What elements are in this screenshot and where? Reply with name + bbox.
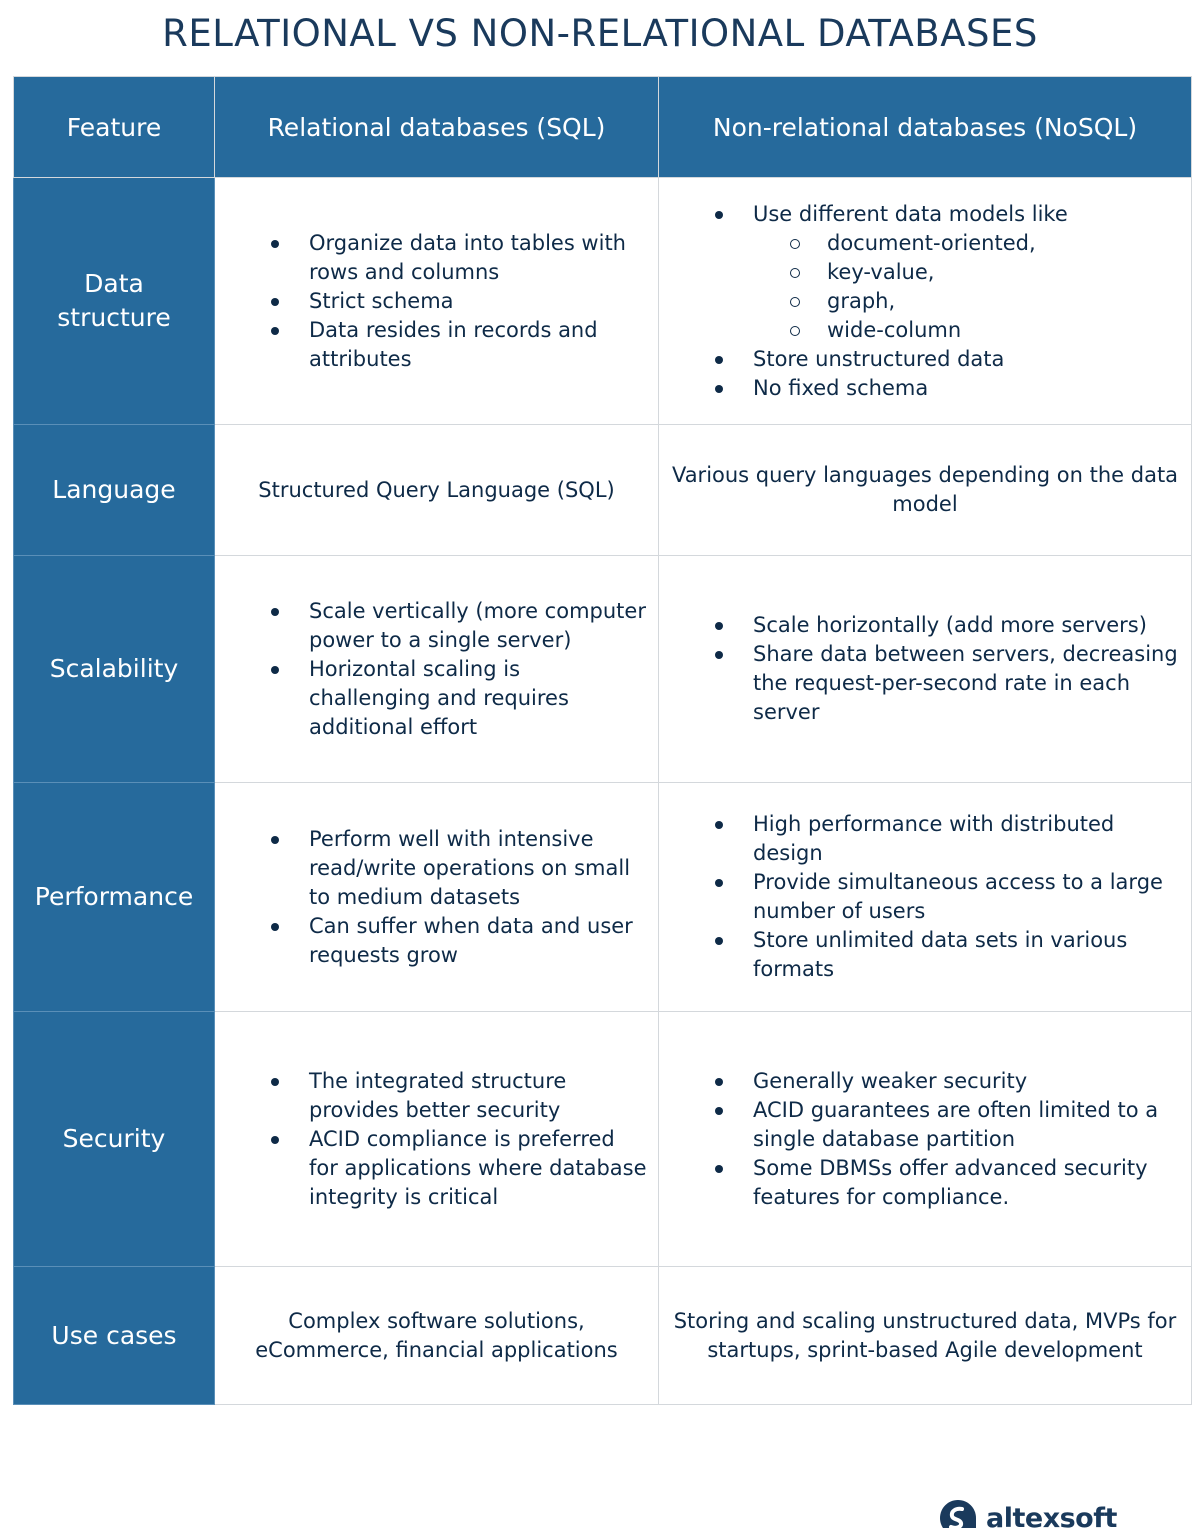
sub-bullet-list xyxy=(753,229,1181,345)
cell-sql-security xyxy=(215,1012,659,1267)
list-item: Some DBMSs offer advanced security features for compliance. xyxy=(709,1154,1181,1212)
logo-text: altexsoft xyxy=(986,1502,1117,1528)
list-item: No fixed schema xyxy=(709,374,1181,403)
list-item: Perform well with intensive read/write operations on small to medium datasets xyxy=(265,825,648,912)
cell-nosql-language: Various query languages depending on the data model xyxy=(659,425,1192,556)
list-item: Scale vertically (more computer power to a single server) xyxy=(265,597,648,655)
header-sql: Relational databases (SQL) xyxy=(215,77,659,178)
list-item-text: Use different data models like xyxy=(753,201,1068,226)
row-performance xyxy=(14,783,1192,1012)
bullet-list xyxy=(669,200,1181,403)
cell-nosql-use-cases: Storing and scaling unstructured data, MVPs for startups, sprint-based Agile development xyxy=(659,1267,1192,1405)
cell-sql-data-structure xyxy=(215,178,659,425)
row-label-language: Language xyxy=(14,425,215,556)
bullet-list xyxy=(225,1067,648,1212)
list-item: Organize data into tables with rows and columns xyxy=(265,229,648,287)
list-item: Share data between servers, decreasing the request-per-second rate in each server xyxy=(709,640,1181,727)
row-scalability xyxy=(14,556,1192,783)
sub-list-item: graph, xyxy=(783,287,1181,316)
sub-list-item: document-oriented, xyxy=(783,229,1181,258)
cell-sql-language: Structured Query Language (SQL) xyxy=(215,425,659,556)
row-security xyxy=(14,1012,1192,1267)
bullet-list xyxy=(669,810,1181,984)
sub-list-item: wide-column xyxy=(783,316,1181,345)
header-nosql: Non-relational databases (NoSQL) xyxy=(659,77,1192,178)
header-row xyxy=(14,77,1192,178)
cell-sql-performance xyxy=(215,783,659,1012)
page-title: RELATIONAL VS NON-RELATIONAL DATABASES xyxy=(162,12,1038,55)
cell-nosql-scalability xyxy=(659,556,1192,783)
list-item: ACID compliance is preferred for applications where database integrity is critical xyxy=(265,1125,648,1212)
bullet-list xyxy=(669,611,1181,727)
row-label-data-structure xyxy=(14,178,215,425)
row-language xyxy=(14,425,1192,556)
row-data-structure xyxy=(14,178,1192,425)
list-item: Can suffer when data and user requests grow xyxy=(265,912,648,970)
row-use-cases xyxy=(14,1267,1192,1405)
altexsoft-logo-icon xyxy=(938,1498,978,1528)
cell-sql-use-cases: Complex software solutions, eCommerce, financial applications xyxy=(215,1267,659,1405)
list-item: Provide simultaneous access to a large number of users xyxy=(709,868,1181,926)
list-item: Store unstructured data xyxy=(709,345,1181,374)
row-label-use-cases: Use cases xyxy=(14,1267,215,1405)
list-item: Data resides in records and attributes xyxy=(265,316,648,374)
list-item: Store unlimited data sets in various formats xyxy=(709,926,1181,984)
sub-list-item: key-value, xyxy=(783,258,1181,287)
list-item: High performance with distributed design xyxy=(709,810,1181,868)
cell-nosql-data-structure xyxy=(659,178,1192,425)
list-item: ACID guarantees are often limited to a single database partition xyxy=(709,1096,1181,1154)
list-item: The integrated structure provides better security xyxy=(265,1067,648,1125)
row-label-text: Data structure xyxy=(57,269,171,332)
list-item: Scale horizontally (add more servers) xyxy=(709,611,1181,640)
cell-nosql-security xyxy=(659,1012,1192,1267)
list-item: Generally weaker security xyxy=(709,1067,1181,1096)
row-label-scalability: Scalability xyxy=(14,556,215,783)
list-item xyxy=(709,200,1181,345)
comparison-table xyxy=(13,76,1192,1405)
cell-nosql-performance xyxy=(659,783,1192,1012)
row-label-performance: Performance xyxy=(14,783,215,1012)
bullet-list xyxy=(225,825,648,970)
bullet-list xyxy=(225,229,648,374)
bullet-list xyxy=(225,597,648,742)
row-label-security: Security xyxy=(14,1012,215,1267)
bullet-list xyxy=(669,1067,1181,1212)
list-item: Horizontal scaling is challenging and requires additional effort xyxy=(265,655,648,742)
list-item: Strict schema xyxy=(265,287,648,316)
altexsoft-logo xyxy=(938,1498,1117,1528)
header-feature: Feature xyxy=(14,77,215,178)
cell-sql-scalability xyxy=(215,556,659,783)
